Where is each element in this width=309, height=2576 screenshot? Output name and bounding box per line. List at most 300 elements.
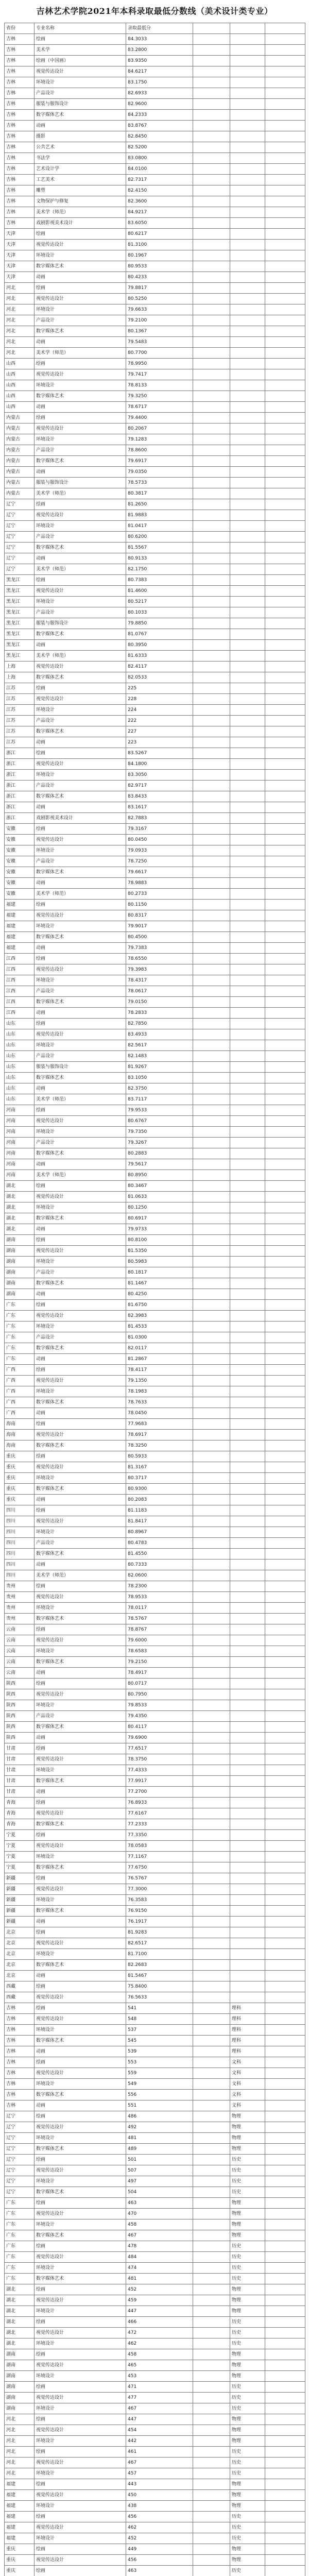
table-row (5, 1300, 305, 1311)
cell-col-6 (265, 2544, 305, 2555)
cell-province: 湖南 (5, 2349, 35, 2360)
cell-major: 环境设计 (35, 1765, 126, 1776)
cell-major: 绘画 (35, 229, 126, 240)
cell-major: 绘画 (35, 1019, 126, 1029)
cell-col-6 (265, 45, 305, 56)
cell-subject: 文科 (230, 2100, 265, 2111)
cell-col-6 (265, 185, 305, 196)
cell-col-4 (193, 2144, 230, 2155)
cell-score: 80.2883 (126, 1148, 193, 1159)
cell-subject (230, 1192, 265, 1202)
cell-province: 甘肃 (5, 1787, 35, 1798)
cell-province: 浙江 (5, 748, 35, 759)
cell-province: 陕西 (5, 1711, 35, 1722)
cell-province: 广西 (5, 1365, 35, 1376)
cell-col-6 (265, 2403, 305, 2414)
cell-subject: 文科 (230, 2068, 265, 2079)
score-table (4, 23, 305, 2576)
cell-province: 重庆 (5, 1473, 35, 1484)
cell-major: 数字媒体艺术 (35, 1440, 126, 1451)
table-row (5, 2490, 305, 2501)
cell-col-4 (193, 2403, 230, 2414)
cell-col-4 (193, 1722, 230, 1733)
cell-major: 绘画 (35, 2003, 126, 2014)
cell-col-6 (265, 910, 305, 921)
cell-col-6 (265, 240, 305, 250)
cell-score: 81.0767 (126, 629, 193, 640)
cell-col-6 (265, 856, 305, 867)
table-row (5, 694, 305, 705)
cell-major: 产品设计 (35, 781, 126, 791)
cell-col-4 (193, 1657, 230, 1668)
table-row (5, 1159, 305, 1170)
cell-major: 产品设计 (35, 986, 126, 997)
cell-col-6 (265, 283, 305, 294)
cell-province: 四川 (5, 1505, 35, 1516)
table-row (5, 1289, 305, 1300)
cell-province: 吉林 (5, 207, 35, 218)
cell-major: 绘画 (35, 2544, 126, 2555)
cell-col-4 (193, 1527, 230, 1538)
cell-province: 福建 (5, 943, 35, 954)
cell-score: 80.6217 (126, 229, 193, 240)
cell-col-6 (265, 1224, 305, 1235)
cell-province: 宁夏 (5, 1852, 35, 1862)
cell-col-6 (265, 121, 305, 131)
cell-col-6 (265, 1148, 305, 1159)
cell-score: 80.3467 (126, 1181, 193, 1192)
cell-col-4 (193, 1711, 230, 1722)
cell-col-6 (265, 2295, 305, 2306)
cell-province: 福建 (5, 2490, 35, 2501)
cell-major: 产品设计 (35, 1711, 126, 1722)
cell-score: 80.0717 (126, 1679, 193, 1689)
cell-subject (230, 1267, 265, 1278)
cell-col-4 (193, 1138, 230, 1148)
cell-subject (230, 910, 265, 921)
table-row (5, 651, 305, 662)
cell-score: 75.8400 (126, 1981, 193, 1992)
cell-col-4 (193, 294, 230, 304)
cell-col-4 (193, 607, 230, 618)
cell-col-4 (193, 1971, 230, 1981)
table-row (5, 88, 305, 99)
cell-major: 美术学（师范） (35, 889, 126, 900)
cell-score: 461 (126, 2447, 193, 2458)
cell-col-6 (265, 2209, 305, 2219)
cell-col-6 (265, 759, 305, 770)
cell-col-4 (193, 856, 230, 867)
cell-score: 81.1467 (126, 1278, 193, 1289)
header-province: 省份 (5, 23, 35, 34)
cell-col-4 (193, 770, 230, 781)
cell-col-6 (265, 2079, 305, 2090)
cell-major: 绘画 (35, 824, 126, 835)
cell-province: 辽宁 (5, 543, 35, 553)
cell-score: 79.6617 (126, 867, 193, 878)
cell-province: 吉林 (5, 2003, 35, 2014)
table-row (5, 1484, 305, 1495)
cell-major: 数字媒体艺术 (35, 2230, 126, 2241)
cell-col-6 (265, 683, 305, 694)
cell-subject (230, 586, 265, 597)
table-row (5, 315, 305, 326)
table-row (5, 2241, 305, 2252)
table-row (5, 1873, 305, 1884)
cell-score: 81.7100 (126, 1949, 193, 1960)
table-row (5, 683, 305, 694)
cell-score: 79.0350 (126, 467, 193, 478)
cell-col-6 (265, 2436, 305, 2447)
cell-col-6 (265, 532, 305, 543)
cell-col-4 (193, 2057, 230, 2068)
cell-score: 82.3600 (126, 196, 193, 207)
cell-province: 吉林 (5, 142, 35, 153)
cell-province: 吉林 (5, 153, 35, 164)
cell-score: 79.8533 (126, 1700, 193, 1711)
cell-subject (230, 272, 265, 283)
cell-score: 78.0583 (126, 1841, 193, 1852)
cell-province: 河北 (5, 315, 35, 326)
cell-col-4 (193, 2079, 230, 2090)
cell-score: 82.7850 (126, 1019, 193, 1029)
cell-subject (230, 1008, 265, 1019)
table-row (5, 2328, 305, 2338)
cell-col-6 (265, 900, 305, 910)
cell-score: 463 (126, 2566, 193, 2576)
cell-col-6 (265, 99, 305, 110)
cell-col-6 (265, 737, 305, 748)
cell-col-4 (193, 845, 230, 856)
cell-col-4 (193, 2328, 230, 2338)
cell-subject (230, 943, 265, 954)
cell-score: 443 (126, 2479, 193, 2490)
cell-subject (230, 391, 265, 402)
cell-col-6 (265, 1202, 305, 1213)
cell-col-4 (193, 1960, 230, 1971)
cell-score: 82.0600 (126, 1570, 193, 1581)
cell-col-4 (193, 1895, 230, 1906)
cell-score: 80.4783 (126, 1538, 193, 1549)
cell-col-4 (193, 434, 230, 445)
cell-province: 山东 (5, 1062, 35, 1073)
cell-subject (230, 1884, 265, 1895)
table-row (5, 2046, 305, 2057)
cell-major: 视觉传达设计 (35, 1938, 126, 1949)
table-row (5, 2360, 305, 2371)
cell-col-4 (193, 326, 230, 337)
cell-major: 环境设计 (35, 2219, 126, 2230)
cell-major: 摄影 (35, 131, 126, 142)
cell-col-4 (193, 1938, 230, 1949)
table-row (5, 2068, 305, 2079)
cell-col-4 (193, 1538, 230, 1549)
cell-province: 新疆 (5, 1906, 35, 1917)
table-row (5, 2479, 305, 2490)
cell-province: 浙江 (5, 781, 35, 791)
table-row (5, 1884, 305, 1895)
cell-col-4 (193, 1495, 230, 1505)
cell-score: 79.9017 (126, 921, 193, 932)
cell-col-6 (265, 2111, 305, 2122)
cell-subject (230, 1138, 265, 1148)
cell-col-4 (193, 2111, 230, 2122)
cell-province: 湖北 (5, 2284, 35, 2295)
cell-col-6 (265, 1462, 305, 1473)
cell-subject (230, 1841, 265, 1852)
cell-major: 视觉传达设计 (35, 2555, 126, 2566)
table-row (5, 1127, 305, 1138)
table-row (5, 748, 305, 759)
table-row (5, 1138, 305, 1148)
table-row (5, 1819, 305, 1830)
cell-subject (230, 1624, 265, 1635)
cell-col-4 (193, 2371, 230, 2382)
cell-col-6 (265, 2144, 305, 2155)
cell-province: 内蒙古 (5, 413, 35, 423)
cell-col-4 (193, 1148, 230, 1159)
cell-subject: 物理 (230, 2284, 265, 2295)
cell-major: 环境设计 (35, 1257, 126, 1267)
cell-province: 广东 (5, 2263, 35, 2274)
cell-col-6 (265, 218, 305, 229)
cell-col-4 (193, 2263, 230, 2274)
cell-province: 吉林 (5, 34, 35, 45)
cell-major: 环境设计 (35, 250, 126, 261)
cell-score: 541 (126, 2003, 193, 2014)
table-row (5, 2458, 305, 2468)
cell-province: 湖北 (5, 2317, 35, 2328)
cell-score: 77.2700 (126, 1787, 193, 1798)
cell-score: 78.6550 (126, 954, 193, 964)
cell-score: 82.5200 (126, 142, 193, 153)
cell-col-4 (193, 1516, 230, 1527)
cell-col-6 (265, 456, 305, 467)
cell-col-4 (193, 629, 230, 640)
cell-score: 78.0450 (126, 1408, 193, 1419)
cell-col-4 (193, 1246, 230, 1257)
cell-col-4 (193, 1159, 230, 1170)
cell-score: 80.8317 (126, 910, 193, 921)
cell-major: 动画 (35, 1668, 126, 1679)
table-row (5, 543, 305, 553)
cell-col-4 (193, 586, 230, 597)
cell-major: 视觉传达设计 (35, 2360, 126, 2371)
cell-col-4 (193, 1884, 230, 1895)
cell-col-4 (193, 2090, 230, 2100)
header-score: 录取最低分 (126, 23, 193, 34)
cell-col-6 (265, 1841, 305, 1852)
cell-col-4 (193, 2295, 230, 2306)
cell-province: 河北 (5, 2458, 35, 2468)
cell-col-4 (193, 1646, 230, 1657)
cell-col-6 (265, 1127, 305, 1138)
cell-subject: 理科 (230, 2036, 265, 2046)
cell-subject (230, 1765, 265, 1776)
cell-major: 视觉传达设计 (35, 1516, 126, 1527)
cell-col-4 (193, 694, 230, 705)
cell-col-4 (193, 1332, 230, 1343)
cell-major: 动画 (35, 1159, 126, 1170)
table-row (5, 1311, 305, 1321)
table-row (5, 413, 305, 423)
table-row (5, 737, 305, 748)
cell-score: 84.1800 (126, 759, 193, 770)
cell-subject: 物理 (230, 2133, 265, 2144)
cell-score: 84.6217 (126, 66, 193, 77)
cell-col-4 (193, 1235, 230, 1246)
cell-score: 452 (126, 2533, 193, 2544)
cell-score: 77.6167 (126, 1808, 193, 1819)
cell-subject (230, 1700, 265, 1711)
cell-subject (230, 662, 265, 672)
cell-major: 戏剧影视美术设计 (35, 218, 126, 229)
page-title: 吉林艺术学院2021年本科录取最低分数线（美术设计类专业） (36, 6, 273, 16)
cell-score: 458 (126, 2219, 193, 2230)
cell-col-6 (265, 2263, 305, 2274)
cell-score: 463 (126, 2198, 193, 2209)
cell-col-4 (193, 575, 230, 586)
cell-col-4 (193, 229, 230, 240)
table-row (5, 553, 305, 564)
cell-score: 83.0800 (126, 153, 193, 164)
cell-subject (230, 575, 265, 586)
cell-col-4 (193, 802, 230, 813)
cell-subject (230, 1094, 265, 1105)
cell-col-4 (193, 943, 230, 954)
cell-col-6 (265, 1484, 305, 1495)
cell-subject (230, 1722, 265, 1733)
cell-col-4 (193, 2414, 230, 2425)
cell-score: 76.8933 (126, 1798, 193, 1808)
cell-province: 河北 (5, 304, 35, 315)
cell-col-6 (265, 618, 305, 629)
cell-score: 77.3350 (126, 1830, 193, 1841)
cell-major: 环境设计 (35, 2468, 126, 2479)
table-row (5, 2079, 305, 2090)
cell-score: 80.8100 (126, 1235, 193, 1246)
cell-col-4 (193, 456, 230, 467)
cell-score: 456 (126, 2512, 193, 2522)
cell-col-4 (193, 196, 230, 207)
cell-col-6 (265, 1549, 305, 1560)
cell-province: 黑龙江 (5, 629, 35, 640)
cell-score: 78.6717 (126, 402, 193, 413)
cell-col-6 (265, 250, 305, 261)
cell-col-6 (265, 1094, 305, 1105)
cell-col-4 (193, 413, 230, 423)
cell-col-6 (265, 2252, 305, 2263)
table-row (5, 2209, 305, 2219)
cell-score: 507 (126, 2165, 193, 2176)
cell-major: 视觉传达设计 (35, 694, 126, 705)
cell-major: 动画 (35, 1560, 126, 1570)
cell-score: 76.3583 (126, 1895, 193, 1906)
cell-province: 吉林 (5, 2100, 35, 2111)
cell-col-6 (265, 1527, 305, 1538)
cell-col-6 (265, 2198, 305, 2209)
cell-score: 80.3717 (126, 1473, 193, 1484)
cell-province: 河南 (5, 1148, 35, 1159)
table-row (5, 618, 305, 629)
cell-province: 浙江 (5, 802, 35, 813)
cell-province: 辽宁 (5, 2187, 35, 2198)
cell-col-4 (193, 1862, 230, 1873)
cell-province: 河北 (5, 2447, 35, 2458)
cell-score: 80.6767 (126, 1116, 193, 1127)
table-row (5, 2306, 305, 2317)
cell-col-6 (265, 1689, 305, 1700)
cell-col-4 (193, 564, 230, 575)
table-row (5, 1689, 305, 1700)
cell-subject (230, 726, 265, 737)
cell-col-6 (265, 2414, 305, 2425)
cell-col-6 (265, 2155, 305, 2165)
cell-subject (230, 1019, 265, 1029)
cell-col-6 (265, 1343, 305, 1354)
cell-col-6 (265, 629, 305, 640)
cell-subject (230, 1819, 265, 1830)
cell-major: 绘画（中国画） (35, 56, 126, 66)
cell-major: 视觉传达设计 (35, 2393, 126, 2403)
cell-major: 视觉传达设计 (35, 1808, 126, 1819)
cell-major: 数字媒体艺术 (35, 1722, 126, 1733)
cell-col-4 (193, 781, 230, 791)
cell-col-6 (265, 1873, 305, 1884)
cell-province: 辽宁 (5, 521, 35, 532)
cell-major: 视觉传达设计 (35, 294, 126, 304)
cell-major: 绘画 (35, 1365, 126, 1376)
table-row (5, 2100, 305, 2111)
cell-province: 内蒙古 (5, 445, 35, 456)
table-row (5, 1754, 305, 1765)
cell-subject (230, 1733, 265, 1743)
cell-subject (230, 1981, 265, 1992)
cell-score: 80.2083 (126, 1495, 193, 1505)
cell-score: 79.6633 (126, 304, 193, 315)
cell-col-6 (265, 2566, 305, 2576)
table-row (5, 185, 305, 196)
cell-major: 动画 (35, 121, 126, 131)
table-row (5, 1192, 305, 1202)
cell-score: 82.2683 (126, 1960, 193, 1971)
cell-col-6 (265, 2274, 305, 2284)
cell-subject (230, 1332, 265, 1343)
cell-col-6 (265, 2458, 305, 2468)
cell-subject (230, 921, 265, 932)
cell-subject (230, 1440, 265, 1451)
cell-subject (230, 1062, 265, 1073)
cell-col-6 (265, 1538, 305, 1549)
cell-col-6 (265, 164, 305, 175)
cell-score: 78.2833 (126, 1008, 193, 1019)
cell-major: 美术学（师范） (35, 1170, 126, 1181)
table-row (5, 1019, 305, 1029)
cell-subject (230, 304, 265, 315)
table-header-row (5, 23, 305, 34)
cell-major: 数字媒体艺术 (35, 726, 126, 737)
cell-subject (230, 1754, 265, 1765)
table-row (5, 1062, 305, 1073)
cell-major: 绘画 (35, 1743, 126, 1754)
cell-subject: 历史 (230, 2393, 265, 2403)
cell-score: 78.7633 (126, 1397, 193, 1408)
cell-col-6 (265, 2284, 305, 2295)
cell-major: 视觉传达设计 (35, 1884, 126, 1895)
cell-province: 山西 (5, 402, 35, 413)
cell-score: 492 (126, 2122, 193, 2133)
cell-col-4 (193, 1354, 230, 1365)
